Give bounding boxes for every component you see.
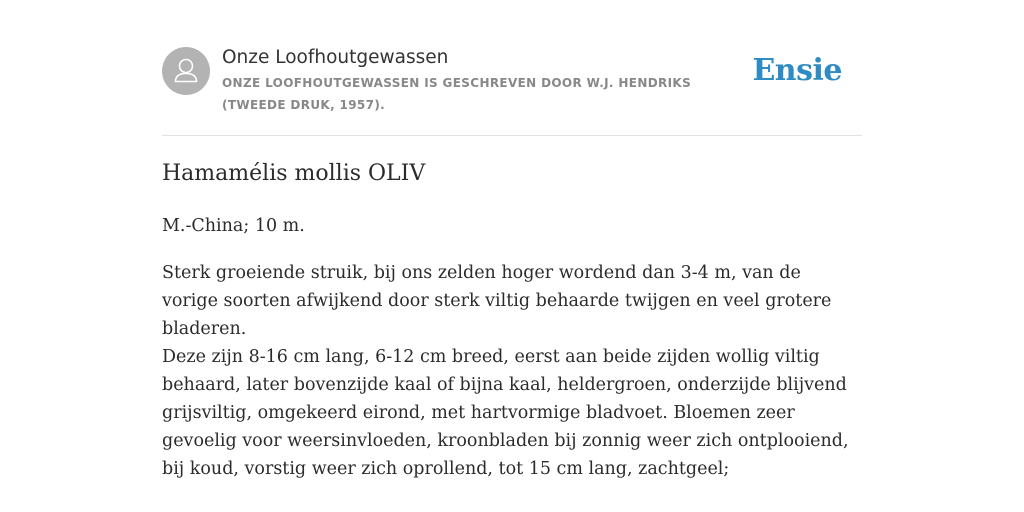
header-divider	[162, 135, 862, 136]
source-avatar[interactable]	[162, 47, 210, 95]
entry-title: Hamamélis mollis OLIV	[162, 161, 426, 186]
source-title[interactable]: Onze Loofhoutgewassen	[222, 47, 449, 68]
entry-paragraph: Sterk groeiende struik, bij ons zelden hoger wordend dan 3-4 m, van de vorige soorten afwijkend door sterk viltig behaarde twijgen en veel grotere bladeren.	[162, 263, 832, 339]
entry-paragraph: Deze zijn 8-16 cm lang, 6-12 cm breed, eerst aan beide zijden wollig viltig behaard, later bovenzijde kaal of bijna kaal, heldergroen, onderzijde blijvend grijsviltig, omgekeerd eirond, met hartvormige bladvoet. Bloemen zeer gevoelig voor weersinvloeden, kroonbladen bij zonnig weer zich ontplooiend, bij koud, vorstig weer zich oprollend, tot 15 cm lang, zachtgeel;	[162, 347, 849, 479]
source-description: ONZE LOOFHOUTGEWASSEN IS GESCHREVEN DOOR W.J. HENDRIKS (TWEEDE DRUK, 1957).	[222, 76, 692, 112]
source-header	[162, 46, 862, 116]
ensie-logo[interactable]: Ensie	[752, 53, 842, 88]
entry-paragraph: M.-China; 10 m.	[162, 216, 305, 236]
user-icon	[162, 47, 210, 95]
